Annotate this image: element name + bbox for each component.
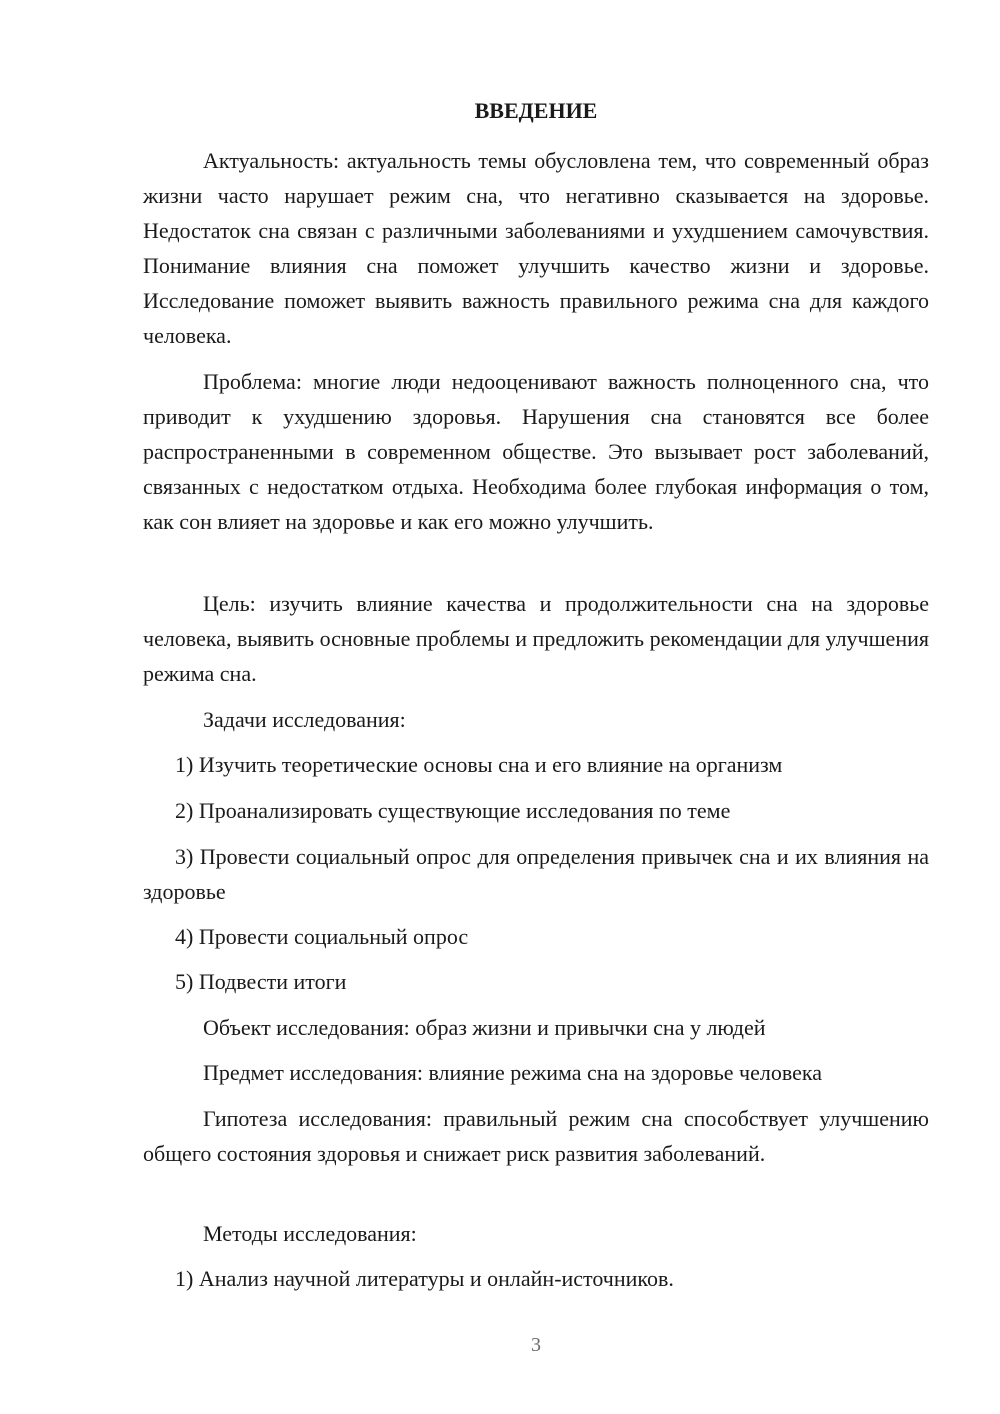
task-item-5: 5) Подвести итоги bbox=[175, 969, 347, 994]
paragraph-relevance: Актуальность: актуальность темы обусловлена тем, что современный образ жизни часто нарушает режим сна, что негативно сказывается на здоровье. Недостаток сна связан с различными заболеваниями и ухудшением самочувствия. Понимание влияния сна поможет улучшить качество жизни и здоровье. Исследование поможет выявить важность правильного режима сна для каждого человека. bbox=[143, 148, 929, 348]
paragraph-subject: Предмет исследования: влияние режима сна на здоровье человека bbox=[203, 1060, 822, 1085]
method-item-1: 1) Анализ научной литературы и онлайн-источников. bbox=[175, 1266, 674, 1291]
task-item-2: 2) Проанализировать существующие исследования по теме bbox=[175, 798, 731, 823]
task-item-1: 1) Изучить теоретические основы сна и его влияние на организм bbox=[175, 752, 783, 777]
task-item-3: 3) Провести социальный опрос для определения привычек сна и их влияния на здоровье bbox=[143, 844, 929, 904]
page-number: 3 bbox=[531, 1334, 541, 1356]
task-item-4: 4) Провести социальный опрос bbox=[175, 924, 469, 949]
paragraph-hypothesis: Гипотеза исследования: правильный режим сна способствует улучшению общего состояния здоровья и снижает риск развития заболеваний. bbox=[143, 1106, 929, 1166]
tasks-heading: Задачи исследования: bbox=[203, 707, 406, 732]
paragraph-goal: Цель: изучить влияние качества и продолжительности сна на здоровье человека, выявить основные проблемы и предложить рекомендации для улучшения режима сна. bbox=[143, 591, 929, 686]
methods-heading: Методы исследования: bbox=[203, 1221, 417, 1246]
paragraph-problem: Проблема: многие люди недооценивают важность полноценного сна, что приводит к ухудшению здоровья. Нарушения сна становятся все более распространенными в современном обществе. Это вызывает рост заболеваний, связанных с недостатком отдыха. Необходима более глубокая информация о том, как сон влияет на здоровье и как его можно улучшить. bbox=[143, 369, 929, 534]
section-title: ВВЕДЕНИЕ bbox=[474, 98, 598, 123]
paragraph-object: Объект исследования: образ жизни и привычки сна у людей bbox=[203, 1015, 766, 1040]
